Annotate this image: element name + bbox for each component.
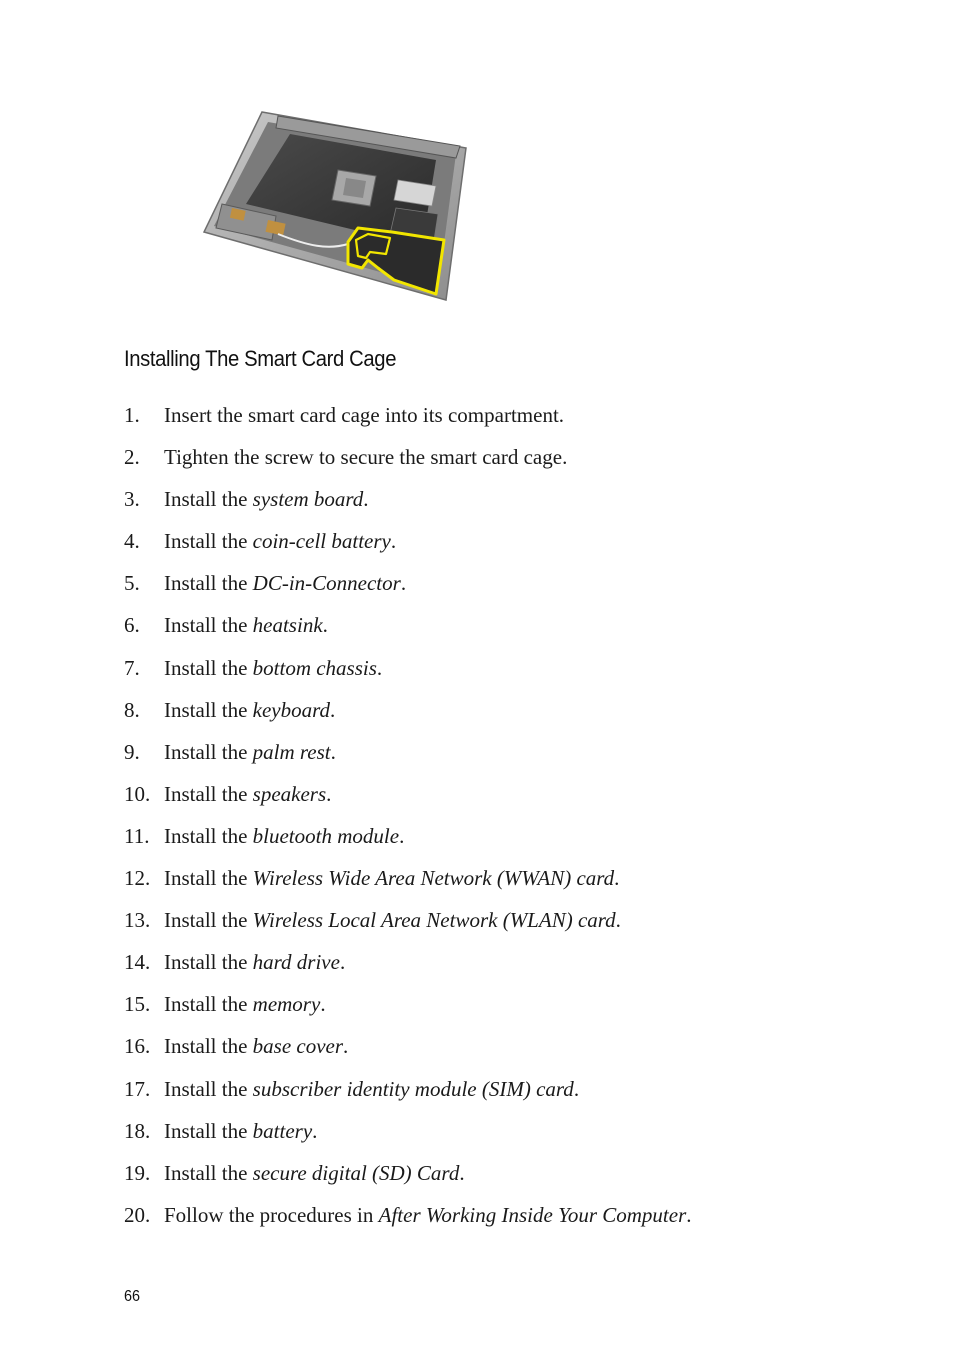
step-number: 20.: [124, 1202, 151, 1227]
step-text-plain: Install the: [164, 992, 253, 1017]
step-text-plain: Install the: [164, 655, 253, 680]
step-text-end: .: [320, 992, 326, 1017]
step-text-plain: Install the: [164, 1160, 253, 1185]
step-text-plain: Install the: [164, 908, 253, 933]
step-link-text[interactable]: Wireless Wide Area Network (WWAN) card: [252, 866, 615, 891]
step-text-end: .: [615, 908, 621, 933]
step-link-text[interactable]: hard drive: [252, 950, 340, 975]
step-number: 17.: [124, 1076, 151, 1101]
step-text: [164, 945, 345, 979]
step-text: [164, 1156, 465, 1190]
step-link-text[interactable]: keyboard: [252, 697, 331, 722]
step-text-end: .: [330, 697, 336, 722]
step-text-plain: Install the: [164, 1034, 253, 1059]
step-text-end: .: [330, 739, 336, 764]
step-text-plain: Install the: [164, 571, 253, 596]
step-text-plain: Follow the procedures in: [164, 1202, 379, 1227]
step-text-end: .: [343, 1034, 349, 1059]
step-link-text[interactable]: system board: [252, 487, 364, 512]
step-text-plain: Install the: [164, 739, 253, 764]
step-text-plain: Tighten the screw to secure the smart card cage.: [164, 445, 568, 470]
step-text-plain: Install the: [164, 823, 253, 848]
step-number: 18.: [124, 1118, 151, 1143]
step-text-end: .: [459, 1160, 465, 1185]
step-text: [164, 1029, 348, 1063]
step-number: 6.: [124, 613, 140, 638]
step-link-text[interactable]: After Working Inside Your Computer: [378, 1202, 687, 1227]
step-link-text[interactable]: subscriber identity module (SIM) card: [252, 1076, 574, 1101]
step-text-plain: Install the: [164, 529, 253, 554]
step-text-plain: Install the: [164, 866, 253, 891]
step-number: 8.: [124, 697, 140, 722]
step-text-end: .: [326, 781, 332, 806]
step-text: [164, 440, 567, 474]
step-link-text[interactable]: heatsink: [252, 613, 323, 638]
step-text-end: .: [312, 1118, 318, 1143]
step-link-text[interactable]: bottom chassis: [252, 655, 377, 680]
step-text-plain: Install the: [164, 1118, 253, 1143]
step-text-end: .: [400, 571, 407, 596]
step-text-plain: Install the: [164, 697, 253, 722]
step-text-plain: Install the: [164, 1076, 253, 1101]
step-text: [164, 1114, 317, 1148]
step-text: [164, 482, 369, 516]
step-number: 5.: [124, 571, 140, 596]
step-text: [164, 819, 404, 853]
step-number: 4.: [124, 529, 140, 554]
step-number: 2.: [124, 445, 140, 470]
step-number: 11.: [124, 823, 150, 848]
step-text-end: .: [686, 1202, 692, 1227]
step-text-plain: Install the: [164, 613, 253, 638]
step-link-text[interactable]: bluetooth module: [252, 823, 400, 848]
step-text-end: .: [614, 866, 620, 891]
step-link-text[interactable]: battery: [252, 1118, 313, 1143]
step-text: [164, 735, 336, 769]
step-text: [164, 777, 331, 811]
step-link-text[interactable]: Wireless Local Area Network (WLAN) card: [252, 908, 616, 933]
step-text: [164, 1198, 692, 1232]
step-number: 3.: [124, 487, 140, 512]
step-text: [164, 987, 326, 1021]
step-text-end: .: [573, 1076, 580, 1101]
step-number: 9.: [124, 739, 140, 764]
step-text: [164, 1072, 579, 1106]
step-link-text[interactable]: secure digital (SD) Card: [252, 1160, 460, 1185]
step-text: [164, 903, 621, 937]
section-heading: Installing The Smart Card Cage: [124, 346, 397, 371]
step-number: 10.: [124, 781, 151, 806]
step-text-end: .: [363, 487, 369, 512]
step-text: [164, 608, 328, 642]
step-number: 19.: [124, 1160, 151, 1185]
page-number: 66: [124, 1288, 141, 1305]
step-text: [164, 566, 406, 600]
step-text-end: .: [390, 529, 397, 554]
step-link-text[interactable]: palm rest: [252, 739, 331, 764]
step-text: [164, 398, 564, 432]
step-text-plain: Install the: [164, 950, 253, 975]
step-number: 15.: [124, 992, 151, 1017]
step-number: 16.: [124, 1034, 151, 1059]
step-text-plain: Insert the smart card cage into its compartment.: [164, 403, 565, 427]
laptop-chassis-figure: [198, 108, 478, 304]
step-number: 12.: [124, 866, 151, 891]
step-link-text[interactable]: base cover: [252, 1034, 344, 1059]
step-text-end: .: [399, 823, 405, 848]
step-link-text[interactable]: coin-cell battery: [252, 529, 391, 554]
step-number: 13.: [124, 908, 151, 933]
step-text: [164, 524, 396, 558]
step-text: [164, 861, 619, 895]
step-link-text[interactable]: memory: [252, 992, 321, 1017]
step-text: [164, 693, 335, 727]
step-link-text[interactable]: speakers: [252, 781, 327, 806]
step-text-end: .: [376, 655, 383, 680]
step-number: 14.: [124, 950, 151, 975]
step-number: 7.: [124, 655, 140, 680]
step-text: [164, 651, 382, 685]
step-number: 1.: [124, 403, 140, 427]
step-text-end: .: [322, 613, 328, 638]
step-link-text[interactable]: DC-in-Connector: [252, 571, 401, 596]
step-text-end: .: [339, 950, 346, 975]
step-text-plain: Install the: [164, 487, 253, 512]
step-text-plain: Install the: [164, 781, 253, 806]
